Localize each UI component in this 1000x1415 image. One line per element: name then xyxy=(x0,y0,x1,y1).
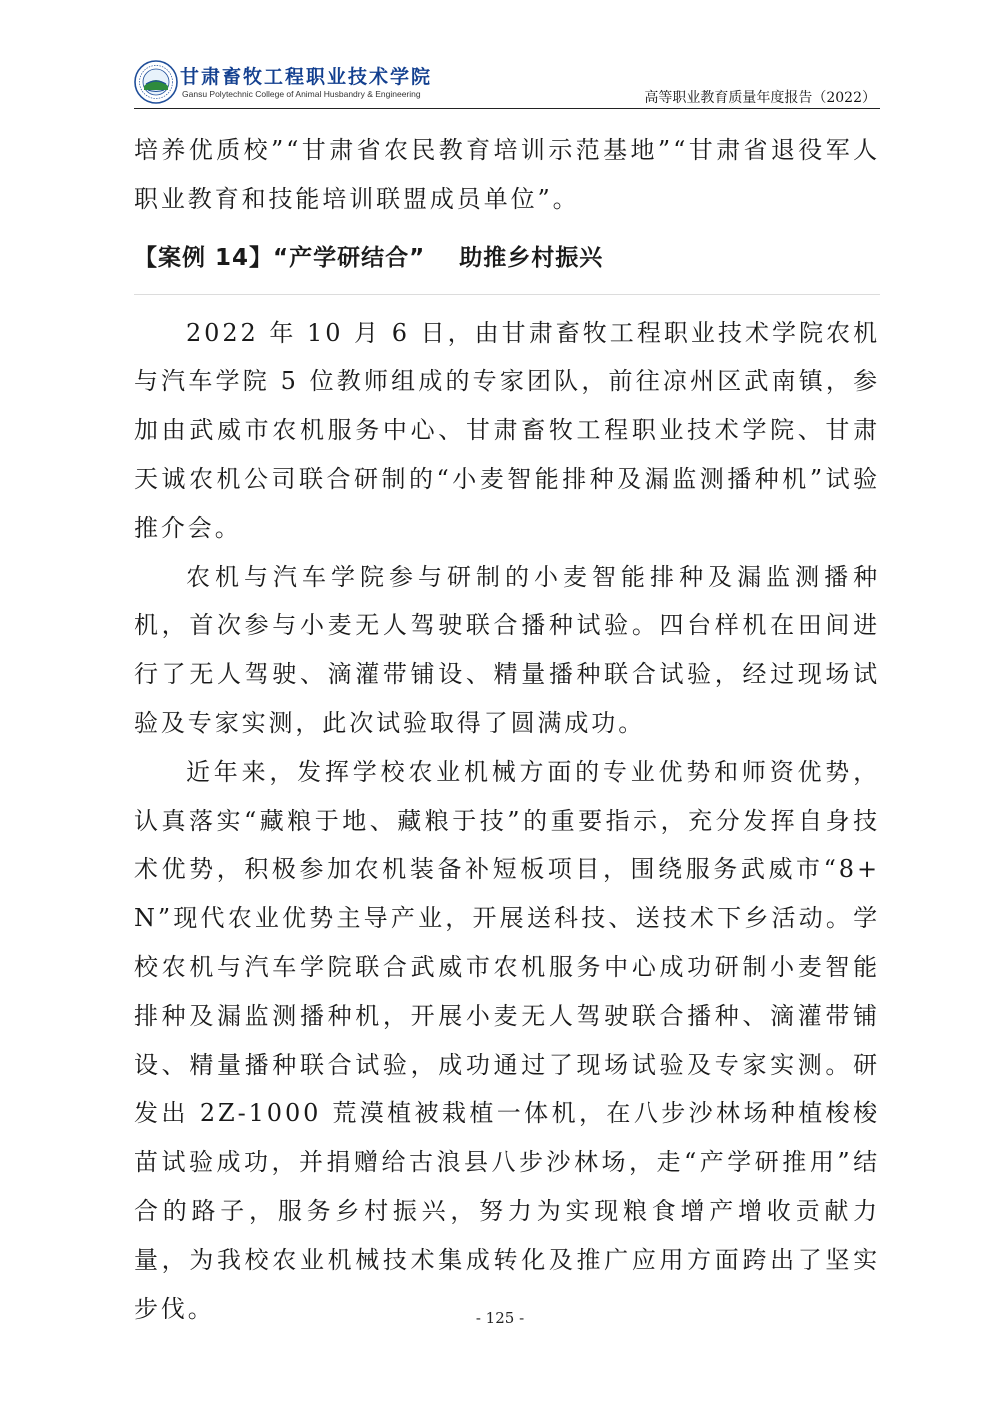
continuation-paragraph: 培养优质校”“甘肃省农民教育培训示范基地”“甘肃省退役军人职业教育和技能培训联盟成员单位”。 xyxy=(134,136,880,213)
case-heading xyxy=(134,234,880,282)
school-name-cn: 甘肃畜牧工程职业技术学院 xyxy=(180,66,433,88)
page-header xyxy=(134,58,880,110)
heading-divider xyxy=(134,294,880,295)
school-name-en: Gansu Polytechnic College of Animal Husbandry & Engineering xyxy=(182,89,421,99)
header-divider xyxy=(134,108,880,109)
page-number: - 125 - xyxy=(475,1309,525,1327)
body-paragraph: 2022 年 10 月 6 日，由甘肃畜牧工程职业技术学院农机与汽车学院 5 位教师组成的专家团队，前往凉州区武南镇，参加由武威市农机服务中心、甘肃畜牧工程职业技术学院、甘肃天诚农机公司联合研制的“小麦智能排种及漏监测播种机”试验推介会。 xyxy=(134,318,880,542)
body-paragraph: 近年来，发挥学校农业机械方面的专业优势和师资优势，认真落实“藏粮于地、藏粮于技”的重要指示，充分发挥自身技术优势，积极参加农机装备补短板项目，围绕服务武威市“8+N”现代农业优势主导产业，开展送科技、送技术下乡活动。学校农机与汽车学院联合武威市农机服务中心成功研制小麦智能排种及漏监测播种机，开展小麦无人驾驶联合播种、滴灌带铺设、精量播种联合试验，成功通过了现场试验及专家实测。研发出 2Z-1000 荒漠植被栽植一体机，在八步沙林场种植梭梭苗试验成功，并捐赠给古浪县八步沙林场，走“产学研推用”结合的路子，服务乡村振兴，努力为实现粮食增产增收贡献力量，为我校农业机械技术集成转化及推广应用方面跨出了坚实步伐。 xyxy=(134,757,880,1323)
case-heading-label: 【案例 14】“产学研结合” xyxy=(134,244,426,271)
case-heading-subtitle: 助推乡村振兴 xyxy=(459,244,604,271)
page-body xyxy=(134,126,880,1333)
body-paragraph: 农机与汽车学院参与研制的小麦智能排种及漏监测播种机，首次参与小麦无人驾驶联合播种试验。四台样机在田间进行了无人驾驶、滴灌带铺设、精量播种联合试验，经过现场试验及专家实测，此次试验取得了圆满成功。 xyxy=(134,562,880,737)
report-title: 高等职业教育质量年度报告（2022） xyxy=(644,90,876,106)
school-logo-icon xyxy=(134,60,178,104)
